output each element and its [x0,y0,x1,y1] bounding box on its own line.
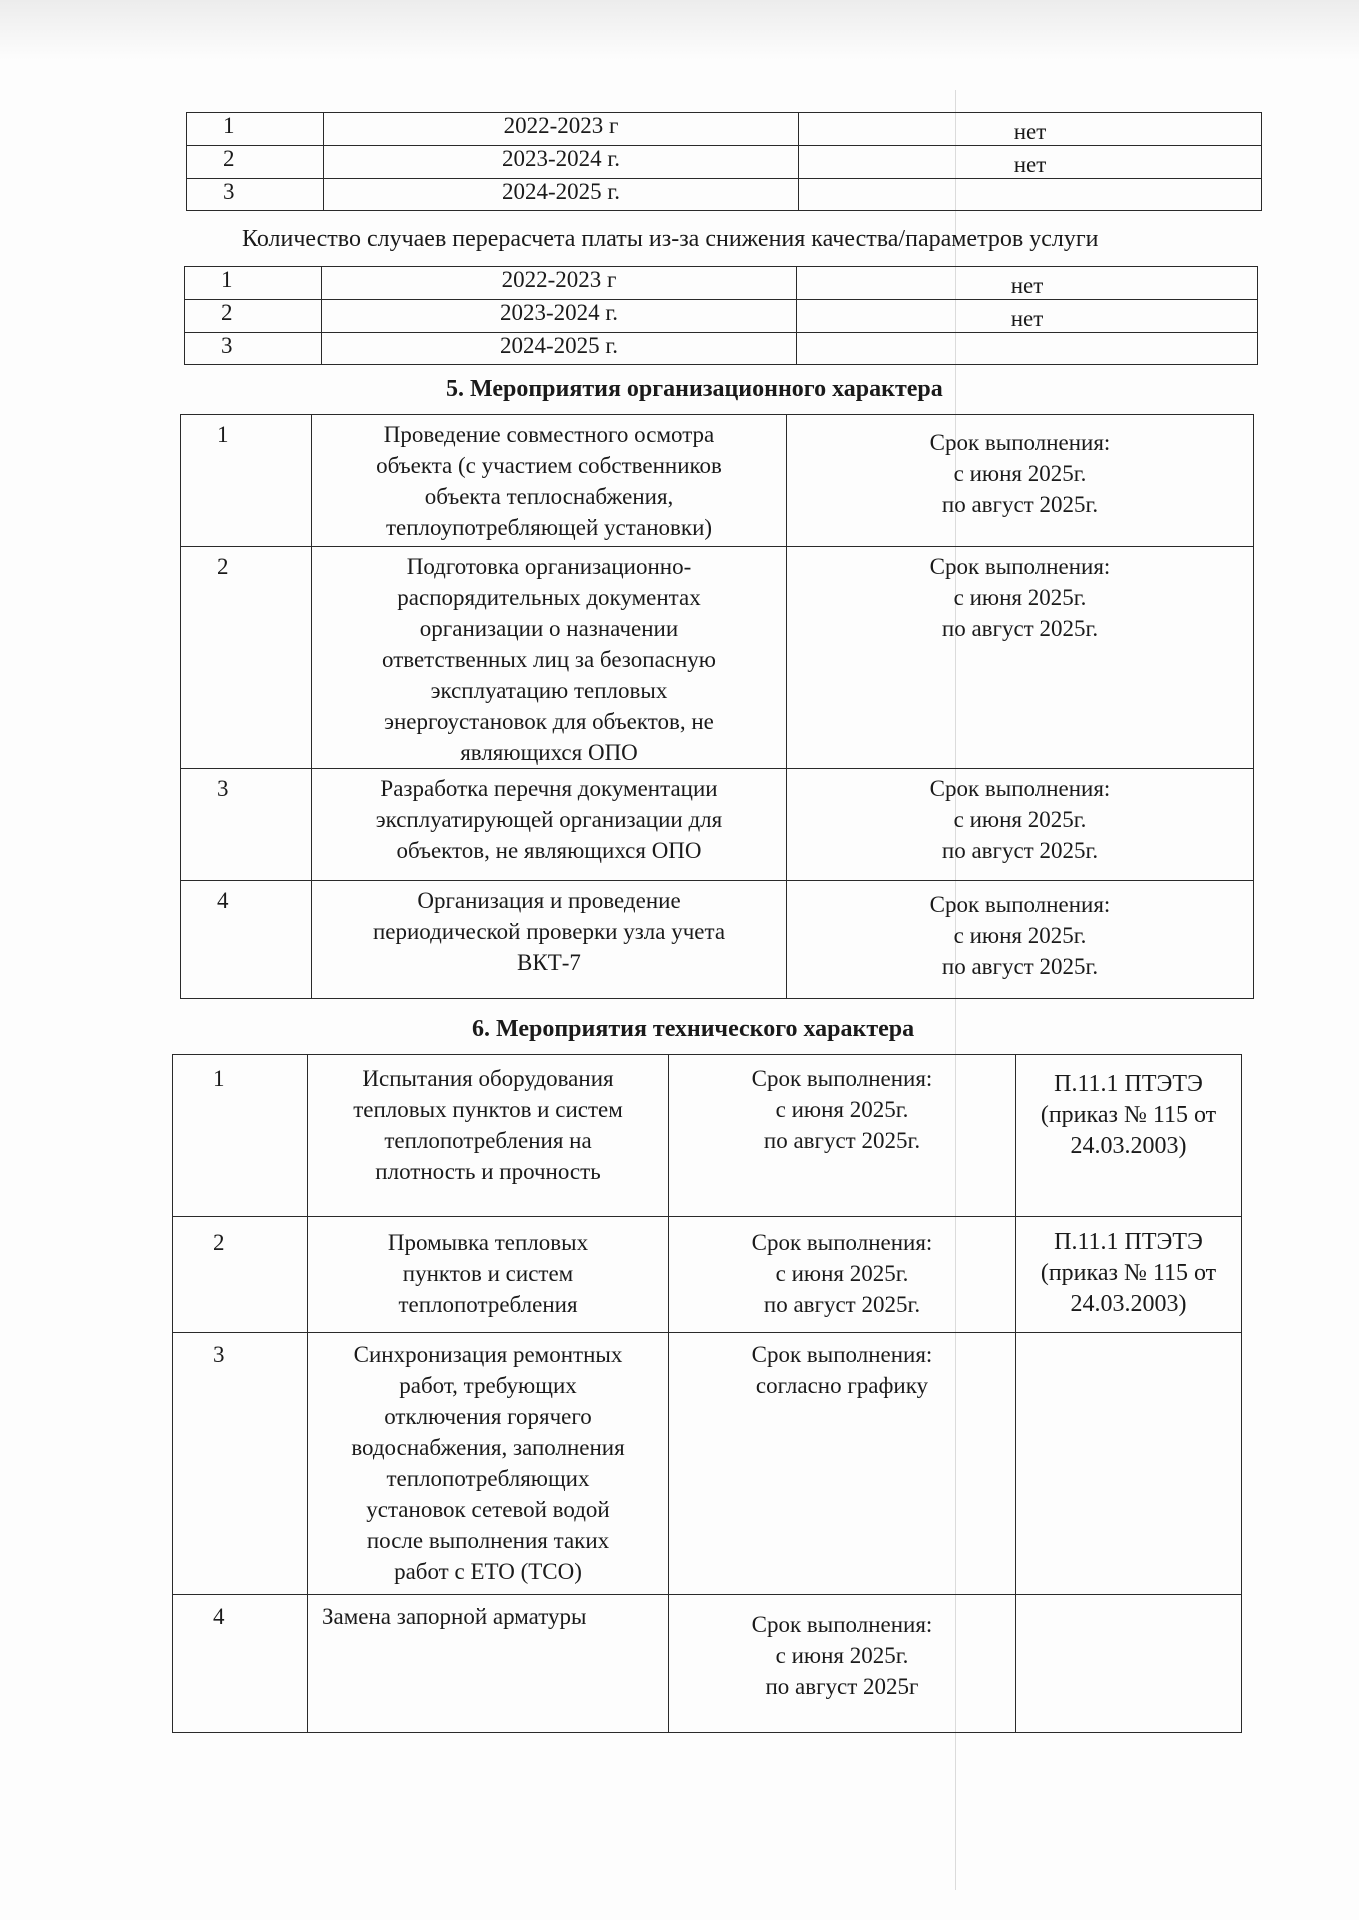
row-number: 1 [187,113,324,146]
row-value: нет [797,267,1258,300]
row-activity: Замена запорной арматуры [308,1595,669,1733]
row-term: Срок выполнения: с июня 2025г. по август 2025г. [787,881,1254,999]
row-term: Срок выполнения: с июня 2025г. по август 2025г. [669,1055,1016,1217]
table-row [187,113,1262,146]
row-value: нет [797,300,1258,333]
table-row [181,769,1254,881]
row-number: 3 [181,769,312,881]
table-row [187,146,1262,179]
row-term: Срок выполнения: с июня 2025г. по август 2025г. [787,547,1254,769]
row-number: 3 [185,333,322,365]
row-activity: Организация и проведение периодической проверки узла учета ВКТ-7 [312,881,787,999]
row-reference: П.11.1 ПТЭТЭ (приказ № 115 от 24.03.2003) [1016,1217,1242,1333]
row-number: 3 [187,179,324,211]
row-term: Срок выполнения: с июня 2025г. по август 2025г. [669,1217,1016,1333]
section5-title: 5. Мероприятия организационного характера [446,376,943,402]
table-row [185,300,1258,333]
row-reference [1016,1333,1242,1595]
row-reference: П.11.1 ПТЭТЭ (приказ № 115 от 24.03.2003) [1016,1055,1242,1217]
row-number: 2 [187,146,324,179]
pre-table [186,112,1262,211]
row-term: Срок выполнения: с июня 2025г. по август 2025г. [787,415,1254,547]
scan-shadow [0,0,1359,60]
row-value: нет [799,146,1262,179]
row-activity: Разработка перечня документации эксплуатирующей организации для объектов, не являющихся ОПО [312,769,787,881]
table-row [181,881,1254,999]
recalc-caption: Количество случаев перерасчета платы из-за снижения качества/параметров услуги [242,226,1099,252]
row-number: 3 [173,1333,308,1595]
section6-title: 6. Мероприятия технического характера [472,1016,915,1042]
row-number: 1 [173,1055,308,1217]
row-activity: Проведение совместного осмотра объекта (с участием собственников объекта теплоснабжения, теплоупотребляющей установки) [312,415,787,547]
row-activity: Синхронизация ремонтных работ, требующих отключения горячего водоснабжения, заполнения теплопотребляющих установок сетевой водой после выполнения таких работ с ЕТО (ТСО) [308,1333,669,1595]
section5-table [180,414,1254,999]
row-period: 2023-2024 г. [322,300,797,333]
row-number: 2 [173,1217,308,1333]
row-term: Срок выполнения: согласно графику [669,1333,1016,1595]
row-number: 2 [181,547,312,769]
row-period: 2024-2025 г. [322,333,797,365]
row-number: 1 [185,267,322,300]
recalc-table [184,266,1258,365]
row-term: Срок выполнения: с июня 2025г. по август 2025г [669,1595,1016,1733]
table-row [185,267,1258,300]
section6-table [172,1054,1242,1733]
row-reference [1016,1595,1242,1733]
row-number: 4 [173,1595,308,1733]
table-row [181,547,1254,769]
table-row [181,415,1254,547]
row-number: 4 [181,881,312,999]
table-row [173,1217,1242,1333]
table-row [185,333,1258,365]
table-row [173,1055,1242,1217]
row-number: 2 [185,300,322,333]
row-value: нет [799,113,1262,146]
row-number: 1 [181,415,312,547]
row-activity: Испытания оборудования тепловых пунктов и систем теплопотребления на плотность и прочность [308,1055,669,1217]
row-term: Срок выполнения: с июня 2025г. по август 2025г. [787,769,1254,881]
row-period: 2023-2024 г. [324,146,799,179]
row-period: 2024-2025 г. [324,179,799,211]
row-period: 2022-2023 г [324,113,799,146]
row-activity: Промывка тепловых пунктов и систем теплопотребления [308,1217,669,1333]
table-row [187,179,1262,211]
row-period: 2022-2023 г [322,267,797,300]
row-value [797,333,1258,365]
row-activity: Подготовка организационно- распорядительных документах организации о назначении ответственных лиц за безопасную эксплуатацию тепловых энергоустановок для объектов, не являющихся ОПО [312,547,787,769]
table-row [173,1595,1242,1733]
table-row [173,1333,1242,1595]
row-value [799,179,1262,211]
